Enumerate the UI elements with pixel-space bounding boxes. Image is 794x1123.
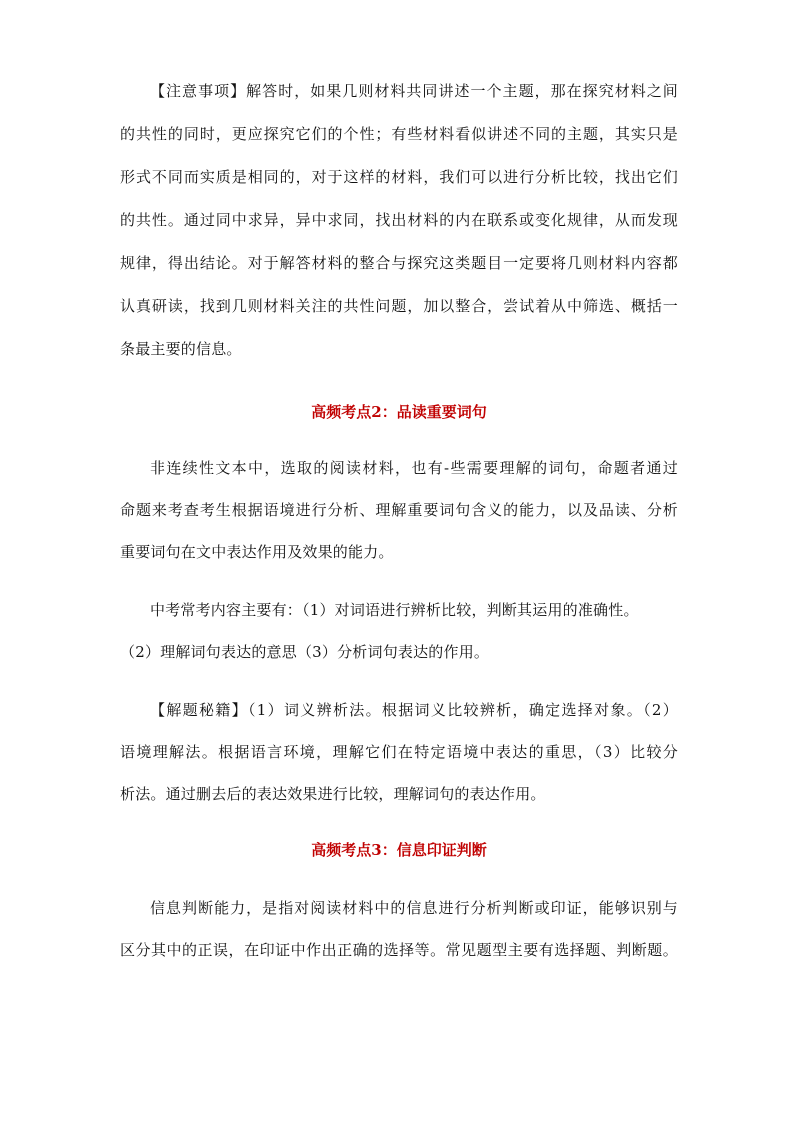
text-line: 信息判断能力，是指对阅读材料中的信息进行分析判断或印证，能够识别与: [150, 899, 678, 917]
section-heading-key-point-3: 高频考点3：信息印证判断: [311, 841, 487, 859]
text-line: 【解题秘籍】（1）词义辨析法。根据词义比较辨析，确定选择对象。（2）: [150, 701, 678, 719]
text-line: 规律，得出结论。对于解答材料的整合与探究这类题目一定要将几则材料内容都: [120, 254, 678, 272]
text-line: 的共性的同时，更应探究它们的个性；有些材料看似讲述不同的主题，其实只是: [120, 125, 678, 143]
text-line: 【注意事项】解答时，如果几则材料共同讲述一个主题，那在探究材料之间: [150, 82, 678, 100]
text-line: 非连续性文本中，选取的阅读材料，也有-些需要理解的词句，命题者通过: [150, 459, 678, 477]
text-line: 区分其中的正误，在印证中作出正确的选择等。常见题型主要有选择题、判断题。: [120, 941, 678, 959]
tips-paragraph: [120, 689, 678, 815]
content-paragraph: [120, 589, 678, 673]
notes-paragraph: [120, 70, 678, 371]
text-line: 语境理解法。根据语言环境，理解它们在特定语境中表达的重思，（3）比较分: [120, 743, 678, 761]
judgement-paragraph: [120, 887, 678, 971]
intro-paragraph: [120, 447, 678, 573]
section-heading-key-point-2: 高频考点2：品读重要词句: [311, 403, 487, 421]
text-line: （2）理解词句表达的意思（3）分析词句表达的作用。: [120, 643, 490, 661]
text-line: 形式不同而实质是相同的，对于这样的材料，我们可以进行分析比较，找出它们: [120, 168, 678, 186]
text-line: 条最主要的信息。: [120, 340, 242, 358]
text-line: 认真研读，找到几则材料关注的共性问题，加以整合，尝试着从中筛选、概括一: [120, 297, 678, 315]
text-line: 命题来考查考生根据语境进行分析、理解重要词句含义的能力，以及品读、分析: [120, 501, 678, 519]
text-line: 析法。通过删去后的表达效果进行比较，理解词句的表达作用。: [120, 785, 546, 803]
text-line: 的共性。通过同中求异，异中求同，找出材料的内在联系或变化规律，从而发现: [120, 211, 678, 229]
text-line: 重要词句在文中表达作用及效果的能力。: [120, 543, 394, 561]
text-line: 中考常考内容主要有：（1）对词语进行辨析比较，判断其运用的准确性。: [150, 601, 639, 619]
